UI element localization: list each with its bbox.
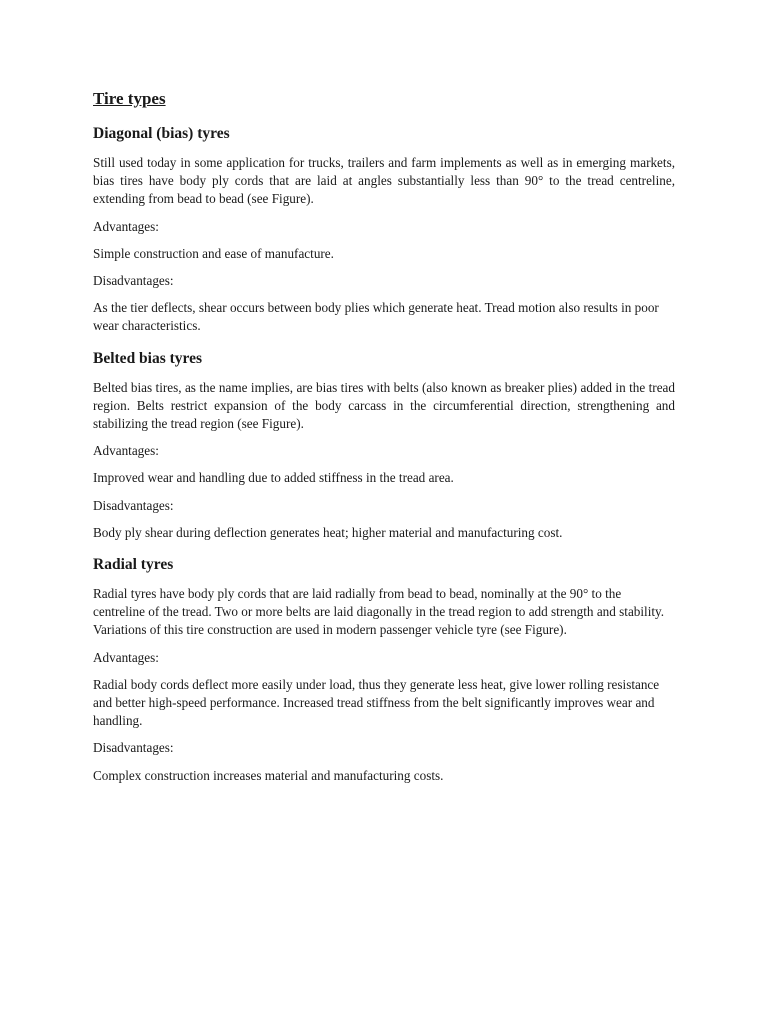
section-description: Belted bias tires, as the name implies, are bias tires with belts (also known as breaker plies) added in the tread region. Belts restrict expansion of the body carcass in the circumferential direction, strengthening and stabilizing the tread region (see Figure). [93,379,675,432]
section-belted-bias-tyres [93,349,675,542]
section-diagonal-bias-tyres [93,124,675,336]
disadvantages-text: Body ply shear during deflection generates heat; higher material and manufacturing cost. [93,524,563,540]
disadvantages-text: Complex construction increases material and manufacturing costs. [93,767,444,783]
section-description: Radial tyres have body ply cords that are laid radially from bead to bead, nominally at the 90° to the centreline of the tread. Two or more belts are laid diagonally in the tread region to add strength and stability. Variations of this tire construction are used in modern passenger vehicle tyre (see Figure). [93,586,665,638]
disadvantages-label: Disadvantages: [93,740,174,756]
disadvantages-label: Disadvantages: [93,497,174,513]
disadvantages-label: Disadvantages: [93,273,174,289]
advantages-label: Advantages: [93,443,159,459]
section-radial-tyres [93,555,675,785]
advantages-text: Radial body cords deflect more easily under load, thus they generate less heat, give lower rolling resistance and better high-speed performance. Increased tread stiffness from the belt significantly improves wear and handling. [93,676,660,729]
advantages-label: Advantages: [93,649,159,665]
advantages-label: Advantages: [93,218,159,234]
section-heading: Belted bias tyres [93,349,203,367]
section-heading: Radial tyres [93,556,174,574]
page-title: Tire types [93,89,166,108]
advantages-text: Improved wear and handling due to added stiffness in the tread area. [93,470,454,486]
section-description: Still used today in some application for trucks, trailers and farm implements as well as in emerging markets, bias tires have body ply cords that are laid at angles substantially less than 90° to the tread centreline, extending from bead to bead (see Figure). [93,155,675,207]
section-heading: Diagonal (bias) tyres [93,125,230,142]
advantages-text: Simple construction and ease of manufacture. [93,245,334,261]
document-page [93,88,675,794]
disadvantages-text: As the tier deflects, shear occurs between body plies which generate heat. Tread motion also results in poor wear characteristics. [93,300,659,334]
